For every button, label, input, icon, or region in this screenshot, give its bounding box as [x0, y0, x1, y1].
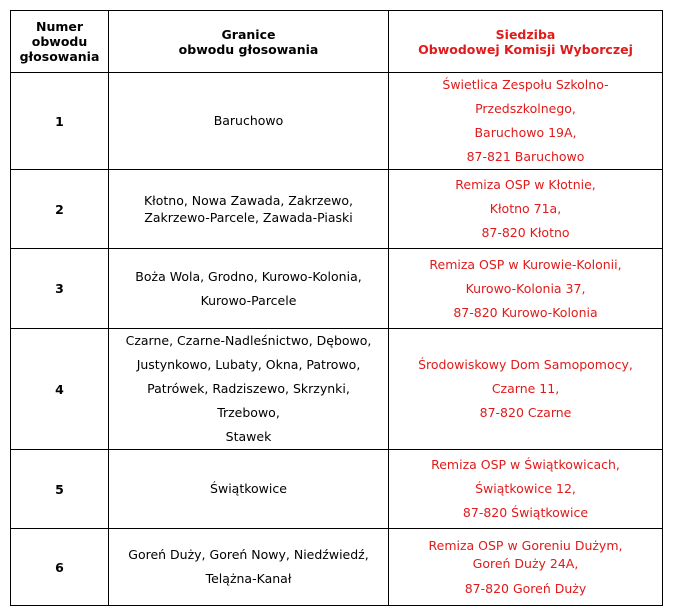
polling-districts-table: [10, 10, 663, 606]
district-number: 4: [11, 329, 109, 450]
district-number: 1: [11, 73, 109, 170]
commission-seat: [389, 170, 663, 249]
seat-line: Remiza OSP w Kurowie-Kolonii,: [429, 256, 622, 272]
commission-seat: [389, 249, 663, 329]
seat-line: 87-820 Świątkowice: [462, 505, 589, 520]
seat-line: 87-820 Goreń Duży: [464, 580, 587, 596]
header-district-number: [11, 11, 109, 73]
table-row: [11, 170, 663, 249]
header-line: obwodu głosowania: [178, 41, 319, 57]
header-line: Granice: [221, 26, 276, 42]
district-number: 3: [11, 249, 109, 329]
seat-line: 87-821 Baruchowo: [466, 149, 585, 164]
district-area: [109, 450, 389, 529]
commission-seat: [389, 329, 663, 450]
area-line: Justynkowo, Lubaty, Okna, Patrowo,: [136, 357, 361, 372]
district-area: [109, 170, 389, 249]
area-line: Czarne, Czarne-Nadleśnictwo, Dębowo,: [125, 333, 372, 348]
header-line: Obwodowej Komisji Wyborczej: [418, 41, 633, 57]
table-row: [11, 529, 663, 606]
seat-line: Świątkowice 12,: [475, 481, 576, 496]
header-line: Numer: [35, 19, 84, 34]
district-area: [109, 249, 389, 329]
area-line: Zakrzewo-Parcele, Zawada-Piaski: [144, 210, 353, 225]
seat-line: Świetlica Zespołu Szkolno-Przedszkolnego,: [442, 77, 609, 116]
header-district-bounds: [109, 11, 389, 73]
area-line: Patrówek, Radziszewo, Skrzynki, Trzebowo,: [147, 381, 350, 420]
commission-seat: [389, 529, 663, 606]
seat-line: Baruchowo 19A,: [474, 125, 577, 140]
seat-line: 87-820 Kłotno: [481, 225, 570, 240]
seat-line: Środowiskowy Dom Samopomocy,: [418, 357, 633, 372]
area-line: Goreń Duży, Goreń Nowy, Niedźwiedź,: [128, 547, 369, 562]
seat-line: Goreń Duży 24A,: [472, 555, 579, 571]
area-line: Telążna-Kanał: [205, 571, 292, 586]
seat-line: 87-820 Kurowo-Kolonia: [453, 304, 598, 320]
seat-line: Remiza OSP w Kłotnie,: [455, 177, 596, 192]
header-commission-seat: [389, 11, 663, 73]
district-area: [109, 329, 389, 450]
seat-line: Kłotno 71a,: [489, 201, 562, 216]
area-line: Boża Wola, Grodno, Kurowo-Kolonia,: [135, 268, 362, 284]
seat-line: Remiza OSP w Goreniu Dużym,: [428, 537, 623, 553]
table-header-row: [11, 11, 663, 73]
seat-line: Kurowo-Kolonia 37,: [465, 280, 586, 296]
area-line: Stawek: [225, 429, 272, 444]
district-area: [109, 529, 389, 606]
district-area: [109, 73, 389, 170]
area-line: Baruchowo: [213, 113, 284, 128]
district-number: 2: [11, 170, 109, 249]
table-row: [11, 73, 663, 170]
seat-line: 87-820 Czarne: [479, 405, 572, 420]
header-line: Siedziba: [495, 26, 556, 42]
table-row: [11, 450, 663, 529]
area-line: Świątkowice: [210, 481, 287, 496]
seat-line: Czarne 11,: [491, 381, 560, 396]
district-number: 6: [11, 529, 109, 606]
district-number: 5: [11, 450, 109, 529]
area-line: Kłotno, Nowa Zawada, Zakrzewo,: [143, 193, 353, 208]
commission-seat: [389, 73, 663, 170]
header-line: głosowania: [19, 49, 100, 64]
area-line: Kurowo-Parcele: [200, 292, 297, 308]
header-line: obwodu: [31, 34, 88, 49]
table-row: [11, 329, 663, 450]
table-row: [11, 249, 663, 329]
commission-seat: [389, 450, 663, 529]
seat-line: Remiza OSP w Świątkowicach,: [431, 457, 620, 472]
